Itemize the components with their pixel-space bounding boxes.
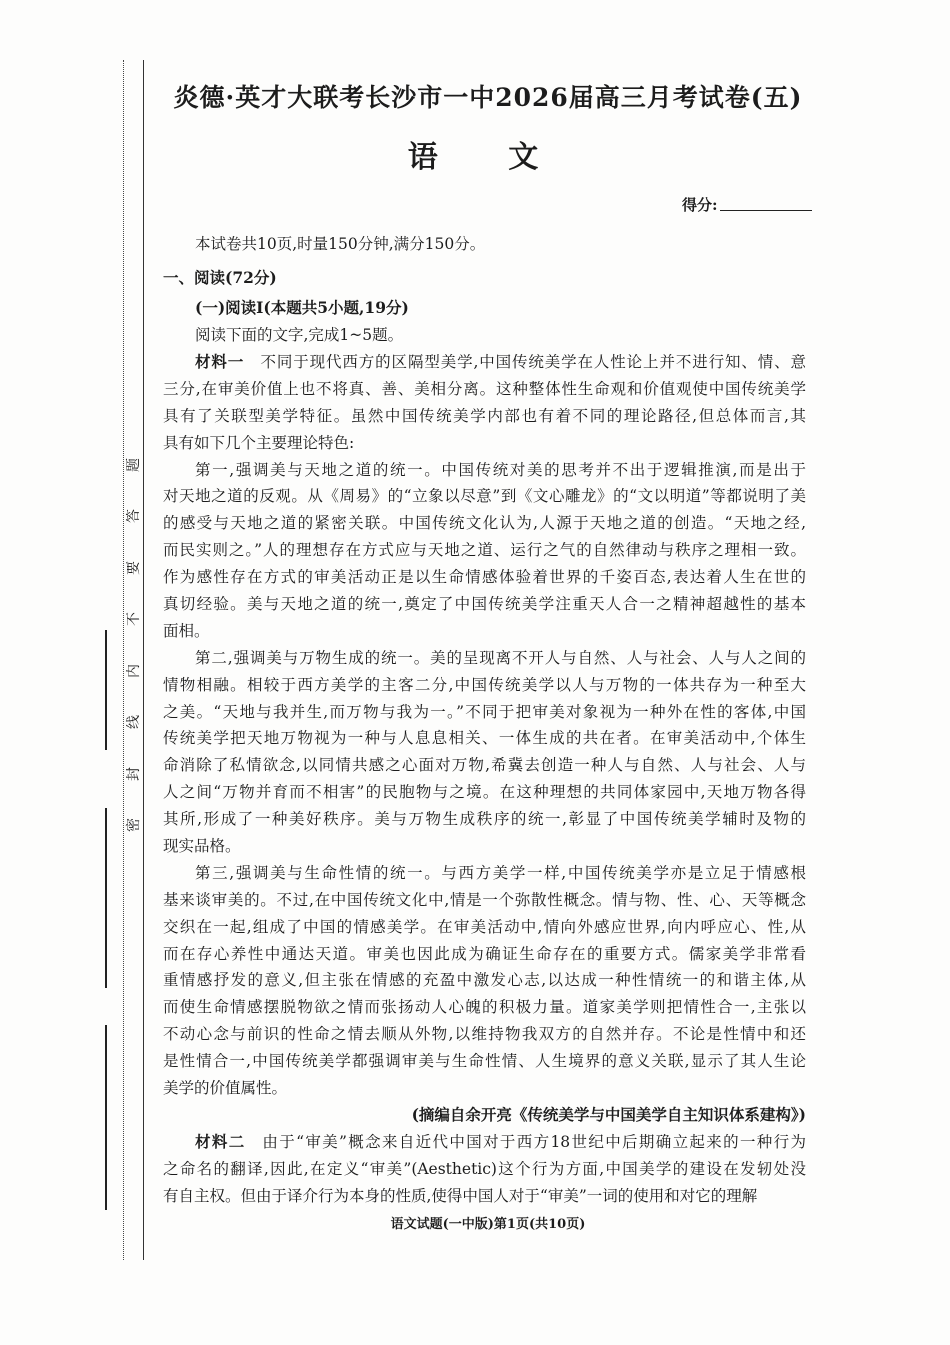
paragraph-line: 之美。“天地与我并生,而万物与我为一。”不同于把审美对象视为一种外在性的客体,中国 — [163, 702, 806, 721]
exam-title: 炎德·英才大联考长沙市一中2026届高三月考试卷(五) — [173, 83, 803, 112]
paragraph-line: 交织在一起,组成了中国的情感美学。在审美活动中,情向外感应世界,向内呼应心、性,从 — [163, 917, 806, 936]
seal-notice-char: 答 — [126, 509, 142, 524]
score-blank[interactable] — [720, 210, 812, 211]
reading-passage — [163, 349, 806, 1210]
paragraph-line: 传统美学把天地万物视为一种与人息息相关、一体生成的共在者。在审美活动中,个体生 — [163, 729, 806, 748]
paragraph-line: 第三,强调美与生命性情的统一。与西方美学一样,中国传统美学亦是立足于情感根 — [195, 863, 806, 882]
paragraph-line: 基来谈审美的。不过,在中国传统文化中,情是一个弥散性概念。情与物、性、心、天等概念 — [163, 890, 806, 909]
paragraph-line: 第二,强调美与万物生成的统一。美的呈现离不开人与自然、人与社会、人与人之间的 — [195, 648, 806, 667]
source-citation: (摘编自余开亮《传统美学与中国美学自主知识体系建构》) — [411, 1104, 806, 1124]
seal-notice-char: 线 — [126, 715, 142, 730]
paragraph-line: 对天地之道的反观。从《周易》的“立象以尽意”到《文心雕龙》的“文以明道”等都说明了美 — [163, 487, 806, 506]
binding-fill-line — [105, 1025, 107, 1210]
material2-line: 之命名的翻译,因此,在定义“审美”(Aesthetic)这个行为方面,中国美学的建设在发轫处没 — [163, 1159, 806, 1178]
material-label: 材料一 — [195, 352, 245, 371]
seal-notice-char: 内 — [126, 663, 142, 678]
paragraph-line: 情物相融。相较于西方美学的主客二分,中国传统美学以人与万物的一体共存为一种至大 — [163, 675, 806, 694]
paragraph-line: 的感受与天地之道的紧密关联。中国传统文化认为,人源于天地之道的创造。“天地之经, — [163, 514, 806, 533]
paragraph-line: 真切经验。美与天地之道的统一,奠定了中国传统美学注重天人合一之精神超越性的基本 — [163, 595, 806, 614]
paragraph-line: 而使生命情感摆脱物欲之情而张扬动人心魄的积极力量。道家美学则把情性合一,主张以 — [163, 998, 806, 1017]
seal-notice-char: 封 — [126, 766, 142, 781]
page-footer: 语文试题(一中版)第1页(共10页) — [390, 1217, 586, 1232]
paragraph-line: 是性情合一,中国传统美学都强调审美与生命性情、人生境界的意义关联,显示了其人生论 — [163, 1052, 806, 1071]
section-heading-text: 一、阅读(72分) — [163, 268, 277, 287]
seal-notice-char: 不 — [126, 612, 142, 627]
seal-notice-char: 题 — [126, 458, 142, 472]
material2-line: 材料二 由于“审美”概念来自近代中国对于西方18世纪中后期确立起来的一种行为 — [195, 1131, 806, 1151]
section-heading — [163, 266, 277, 288]
seal-notice-char: 要 — [126, 560, 142, 575]
paragraph-line: 重情感抒发的意义,但主张在情感的充盈中激发心志,以达成一种性情统一的和谐主体,从 — [163, 971, 806, 990]
material2-line: 有自主权。但由于译介行为本身的性质,使得中国人对于“审美”一词的使用和对它的理解 — [163, 1186, 758, 1205]
exam-intro: 本试卷共10页,时量150分钟,满分150分。 — [195, 235, 486, 253]
paragraph-line: 而在存心养性中通达天道。审美也因此成为确证生命存在的重要方式。儒家美学非常看 — [163, 944, 806, 963]
score-label: 得分: — [682, 196, 718, 214]
paragraph-line: 美学的价值属性。 — [163, 1079, 288, 1098]
paragraph-line: 作为感性存在方式的审美活动正是以生命情感体验着世界的千姿百态,表达着人生在世的 — [163, 568, 806, 587]
seal-line-notice — [122, 455, 144, 835]
paragraph-line: 人之间“万物并育而不相害”的民胞物与之境。在这种理想的共同体家园中,天地万物各得 — [163, 783, 806, 802]
paragraph-line: 三分,在审美价值上也不将真、善、美相分离。这种整体性生命观和价值观使中国传统美学 — [163, 379, 806, 398]
paragraph-line: 第一,强调美与天地之道的统一。中国传统对美的思考并不出于逻辑推演,而是出于 — [195, 460, 806, 479]
paragraph-line: 具有了关联型美学特征。虽然中国传统美学内部也有着不同的理论路径,但总体而言,其 — [163, 406, 806, 425]
subject-title: 语 文 — [407, 140, 569, 175]
binding-fill-line — [105, 808, 107, 988]
binding-fill-line — [105, 630, 107, 750]
paragraph-line: 面相。 — [163, 621, 210, 640]
material-label: 材料二 — [195, 1131, 246, 1151]
paragraph-line: 命消除了私情欲念,以同情共感之心面对万物,希冀去创造一种人与自然、人与社会、人与 — [163, 756, 806, 775]
paragraph-line: 其所,形成了一种美好秩序。美与万物生成秩序的统一,彰显了中国传统美学辅时及物的 — [163, 810, 806, 829]
paragraph-line: 具有如下几个主要理论特色: — [163, 433, 355, 452]
paragraph-line: 现实品格。 — [163, 837, 241, 856]
paragraph-line: 不动心念与前识的性命之情去顺从外物,以维持物我双方的自然并存。不论是性情中和还 — [163, 1025, 806, 1044]
subsection-heading: (一)阅读Ⅰ(本题共5小题,19分) — [195, 298, 409, 317]
seal-notice-char: 密 — [126, 817, 142, 832]
paragraph-line: 材料一 不同于现代西方的区隔型美学,中国传统美学在人性论上并不进行知、情、意 — [195, 352, 806, 371]
paragraph-line: 而民实则之。”人的理想存在方式应与天地之道、运行之气的自然律动与秩序之理相一致。 — [163, 541, 806, 560]
instruction: 阅读下面的文字,完成1~5题。 — [195, 326, 404, 344]
